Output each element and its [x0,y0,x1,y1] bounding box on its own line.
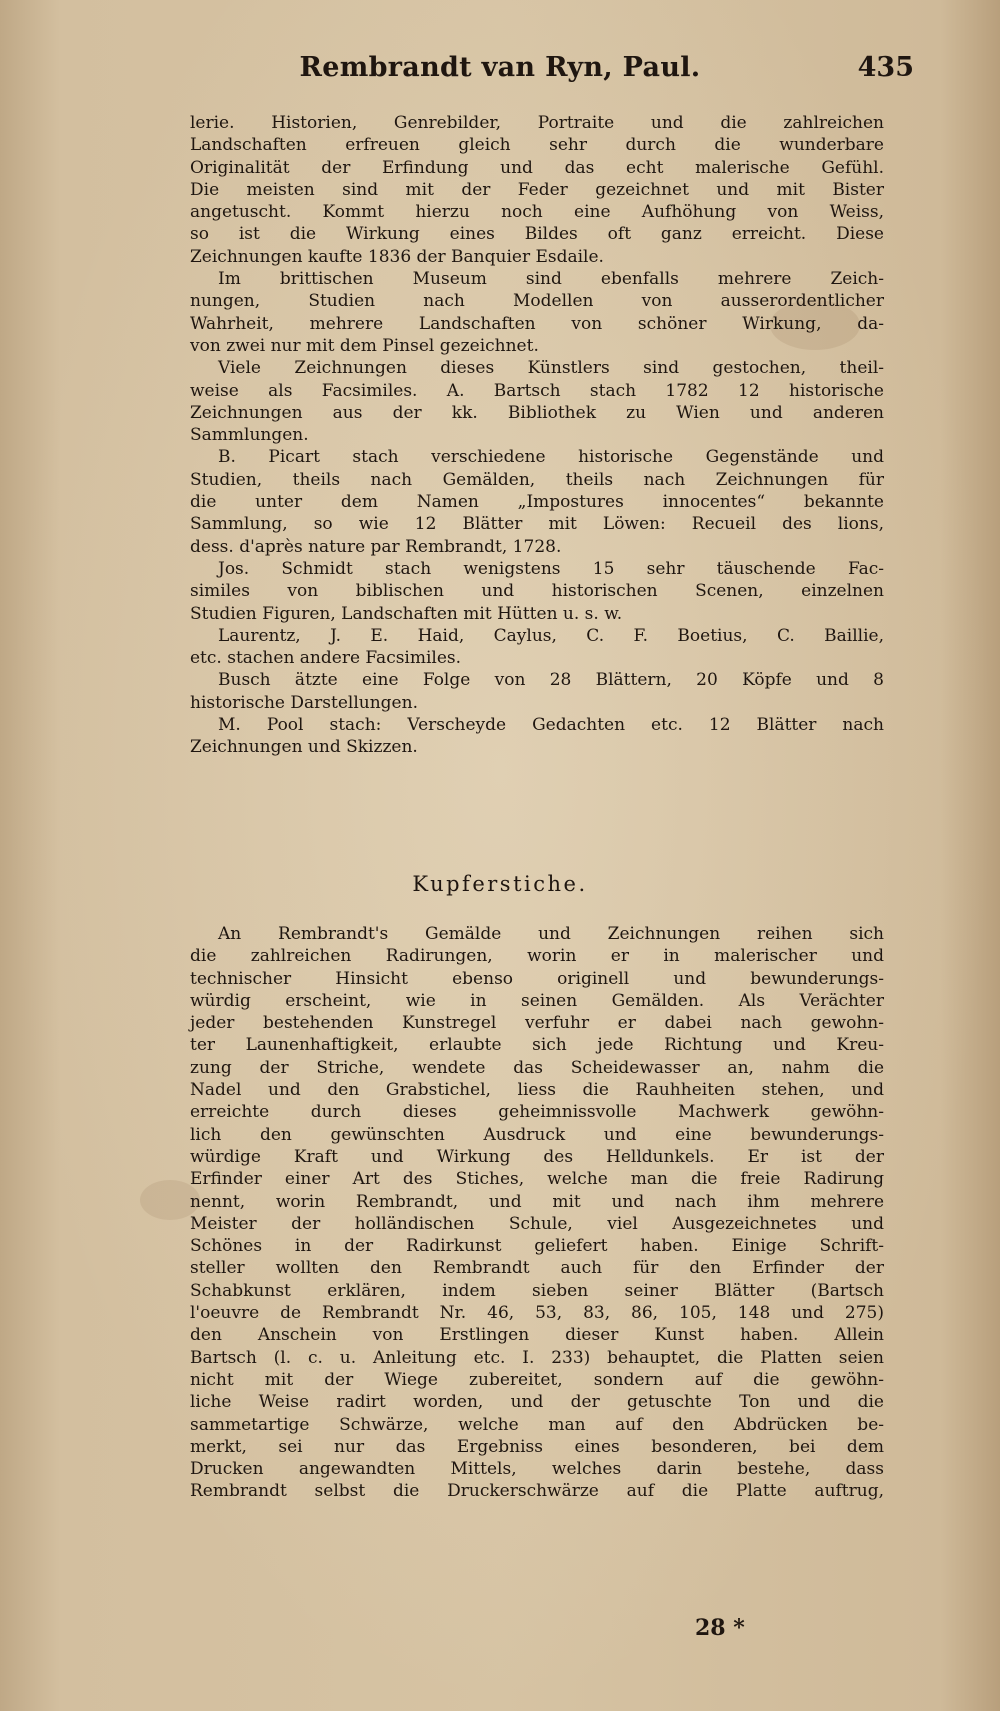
text-line: etc. stachen andere Facsimiles. [190,648,462,669]
text-line: Sammlung, so wie 12 Blätter mit Löwen: Recueil des lions, [190,514,884,535]
text-line: jeder bestehenden Kunstregel verfuhr er dabei nach gewohn- [190,1013,884,1034]
text-line: Die meisten sind mit der Feder gezeichnet und mit Bister [190,179,884,200]
text-line: Schabkunst erklären, indem sieben seiner Blätter (Bartsch [190,1280,884,1301]
text-line: M. Pool stach: Verscheyde Gedachten etc. 12 Blätter nach [218,715,884,736]
text-line: Sammlungen. [190,425,309,446]
text-line: Rembrandt selbst die Druckerschwärze auf die Platte auftrug, [190,1481,884,1502]
running-head: Rembrandt van Ryn, Paul. [299,52,701,83]
text-line: Im brittischen Museum sind ebenfalls mehrere Zeich- [218,269,884,290]
text-line: Landschaften erfreuen gleich sehr durch die wunderbare [190,135,884,156]
text-line: An Rembrandt's Gemälde und Zeichnungen reihen sich [218,924,884,944]
text-line: B. Picart stach verschiedene historische Gegenstände und [218,447,884,468]
text-line: Zeichnungen kaufte 1836 der Banquier Esdaile. [190,246,604,267]
text-line: Nadel und den Grabstichel, liess die Rauhheiten stehen, und [190,1080,884,1101]
page-number: 435 [857,52,914,83]
text-line: Jos. Schmidt stach wenigstens 15 sehr täuschende Fac- [218,558,884,579]
text-line: Meister der holländischen Schule, viel Ausgezeichnetes und [190,1213,884,1234]
text-line: dess. d'après nature par Rembrandt, 1728. [190,536,562,557]
text-line: lich den gewünschten Ausdruck und eine bewunderungs- [190,1124,884,1145]
text-line: die zahlreichen Radirungen, worin er in malerischer und [190,946,884,967]
text-block-etchings [190,923,884,1503]
text-line: den Anschein von Erstlingen dieser Kunst haben. Allein [190,1325,884,1346]
text-line: würdige Kraft und Wirkung des Helldunkels. Er ist der [190,1146,884,1167]
text-line: Schönes in der Radirkunst geliefert haben. Einige Schrift- [190,1236,884,1257]
text-line: Erfinder einer Art des Stiches, welche man die freie Radirung [190,1169,884,1190]
text-line: Originalität der Erfindung und das echt malerische Gefühl. [190,157,884,178]
signature-mark: 28 * [695,1615,745,1641]
text-line: würdig erscheint, wie in seinen Gemälden. Als Verächter [190,990,884,1011]
text-line: historische Darstellungen. [190,692,418,713]
text-line: Drucken angewandten Mittels, welches darin bestehe, dass [190,1459,884,1480]
text-line: Viele Zeichnungen dieses Künstlers sind gestochen, theil- [218,358,884,379]
text-line: nennt, worin Rembrandt, und mit und nach ihm mehrere [190,1191,884,1212]
text-line: technischer Hinsicht ebenso originell und bewunderungs- [190,968,884,989]
text-line: zung der Striche, wendete das Scheidewasser an, nahm die [190,1057,884,1078]
text-line: von zwei nur mit dem Pinsel gezeichnet. [190,335,539,356]
text-line: Busch ätzte eine Folge von 28 Blättern, 20 Köpfe und 8 [218,670,884,691]
text-line: lerie. Historien, Genrebilder, Portraite und die zahlreichen [190,113,884,133]
text-line: liche Weise radirt worden, und der getuschte Ton und die [190,1392,884,1413]
text-line: similes von biblischen und historischen Scenen, einzelnen [190,581,884,602]
text-line: Zeichnungen aus der kk. Bibliothek zu Wien und anderen [190,402,884,423]
text-line: angetuscht. Kommt hierzu noch eine Aufhöhung von Weiss, [190,202,884,223]
text-line: Bartsch (l. c. u. Anleitung etc. I. 233) behauptet, die Platten seien [190,1347,884,1368]
text-line: ter Launenhaftigkeit, erlaubte sich jede Richtung und Kreu- [190,1035,884,1056]
text-line: Wahrheit, mehrere Landschaften von schöner Wirkung, da- [190,313,884,334]
page-header [0,52,1000,102]
text-line: merkt, sei nur das Ergebniss eines besonderen, bei dem [190,1436,884,1457]
text-line: nicht mit der Wiege zubereitet, sondern auf die gewöhn- [190,1369,884,1390]
text-line: l'oeuvre de Rembrandt Nr. 46, 53, 83, 86, 105, 148 und 275) [190,1303,884,1324]
text-line: erreichte durch dieses geheimnissvolle Machwerk gewöhn- [190,1102,884,1123]
text-line: Laurentz, J. E. Haid, Caylus, C. F. Boetius, C. Baillie, [218,625,884,646]
section-heading: Kupferstiche. [412,872,588,896]
text-line: so ist die Wirkung eines Bildes oft ganz erreicht. Diese [190,224,884,245]
text-line: steller wollten den Rembrandt auch für den Erfinder der [190,1258,884,1279]
text-line: die unter dem Namen „Impostures innocentes“ bekannte [190,492,884,513]
text-block-drawings [190,112,884,759]
text-line: weise als Facsimiles. A. Bartsch stach 1782 12 historische [190,380,884,401]
text-line: sammetartige Schwärze, welche man auf den Abdrücken be- [190,1414,884,1435]
text-line: Studien Figuren, Landschaften mit Hütten u. s. w. [190,603,623,624]
text-line: Studien, theils nach Gemälden, theils nach Zeichnungen für [190,469,884,490]
text-line: nungen, Studien nach Modellen von ausserordentlicher [190,291,884,312]
text-line: Zeichnungen und Skizzen. [190,737,418,758]
